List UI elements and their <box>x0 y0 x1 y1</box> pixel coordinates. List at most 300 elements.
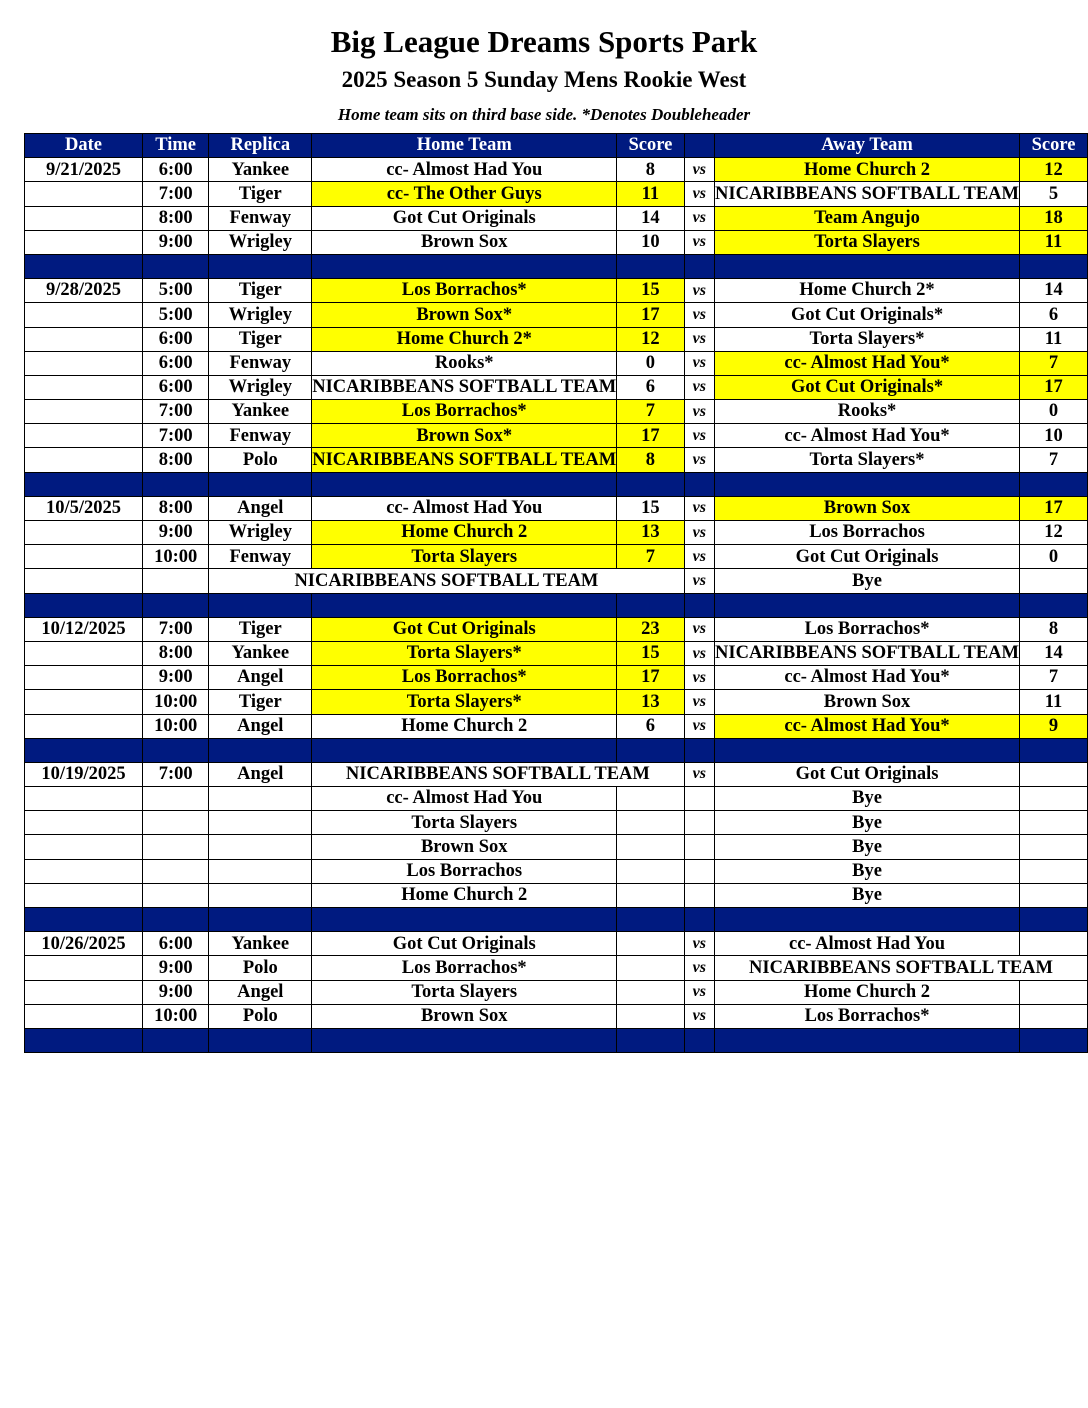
table-row <box>25 351 1088 375</box>
table-row <box>25 666 1088 690</box>
table-row <box>25 424 1088 448</box>
replica-cell: Yankee <box>209 400 312 424</box>
vs-cell <box>684 883 715 907</box>
home-score-cell: 17 <box>617 424 684 448</box>
table-row <box>25 956 1088 980</box>
replica-cell: Fenway <box>209 206 312 230</box>
separator-cell <box>617 472 684 496</box>
time-cell: 7:00 <box>142 617 208 641</box>
home-team-cell: Got Cut Originals <box>312 932 617 956</box>
away-score-cell: 11 <box>1020 690 1088 714</box>
table-row <box>25 641 1088 665</box>
away-team-cell: Brown Sox <box>715 496 1020 520</box>
away-team-cell: cc- Almost Had You* <box>715 714 1020 738</box>
home-team-cell: Torta Slayers <box>312 811 617 835</box>
vs-cell: vs <box>684 158 715 182</box>
table-row <box>25 158 1088 182</box>
home-score-cell <box>617 883 684 907</box>
schedule-table <box>24 133 1088 1053</box>
date-cell: 10/19/2025 <box>25 762 143 786</box>
home-team-cell: Got Cut Originals <box>312 206 617 230</box>
home-team-cell: Los Borrachos <box>312 859 617 883</box>
separator-cell <box>684 1028 715 1052</box>
vs-cell: vs <box>684 956 715 980</box>
away-score-cell: 10 <box>1020 424 1088 448</box>
away-score-cell <box>1020 835 1088 859</box>
separator-cell <box>209 738 312 762</box>
date-cell <box>25 980 143 1004</box>
time-cell: 9:00 <box>142 230 208 254</box>
table-row <box>25 1004 1088 1028</box>
home-score-cell: 7 <box>617 545 684 569</box>
vs-cell: vs <box>684 424 715 448</box>
header-cell: Score <box>1020 134 1088 158</box>
home-team-cell: cc- Almost Had You <box>312 787 617 811</box>
date-cell: 9/21/2025 <box>25 158 143 182</box>
away-team-cell: Bye <box>715 811 1020 835</box>
separator-cell <box>312 254 617 278</box>
replica-cell <box>209 859 312 883</box>
separator-cell <box>715 738 1020 762</box>
away-team-cell: cc- Almost Had You* <box>715 666 1020 690</box>
table-row <box>25 690 1088 714</box>
time-cell: 9:00 <box>142 980 208 1004</box>
away-team-cell: Bye <box>715 835 1020 859</box>
home-score-cell: 15 <box>617 641 684 665</box>
time-cell: 10:00 <box>142 714 208 738</box>
replica-cell: Polo <box>209 1004 312 1028</box>
separator-cell <box>1020 1028 1088 1052</box>
vs-cell: vs <box>684 351 715 375</box>
vs-cell <box>684 859 715 883</box>
vs-cell <box>684 787 715 811</box>
replica-cell: Wrigley <box>209 375 312 399</box>
home-score-cell: 17 <box>617 303 684 327</box>
date-cell: 10/12/2025 <box>25 617 143 641</box>
time-cell: 7:00 <box>142 182 208 206</box>
home-team-cell: Torta Slayers <box>312 545 617 569</box>
separator-cell <box>1020 472 1088 496</box>
table-row <box>25 206 1088 230</box>
header-cell: Time <box>142 134 208 158</box>
home-team-cell: cc- Almost Had You <box>312 158 617 182</box>
away-score-cell: 12 <box>1020 158 1088 182</box>
vs-cell: vs <box>684 762 715 786</box>
replica-cell: Angel <box>209 666 312 690</box>
date-cell <box>25 835 143 859</box>
separator-cell <box>25 472 143 496</box>
separator-cell <box>209 908 312 932</box>
date-cell <box>25 859 143 883</box>
home-score-cell: 14 <box>617 206 684 230</box>
vs-cell: vs <box>684 617 715 641</box>
date-cell <box>25 230 143 254</box>
home-team-cell: Torta Slayers* <box>312 690 617 714</box>
separator-cell <box>25 908 143 932</box>
away-score-cell: 0 <box>1020 400 1088 424</box>
away-score-cell: 18 <box>1020 206 1088 230</box>
home-score-cell: 7 <box>617 400 684 424</box>
time-cell: 9:00 <box>142 956 208 980</box>
away-team-cell: Got Cut Originals* <box>715 375 1020 399</box>
date-cell <box>25 545 143 569</box>
date-cell <box>25 206 143 230</box>
away-team-cell: NICARIBBEANS SOFTBALL TEAM <box>715 956 1088 980</box>
separator-cell <box>312 472 617 496</box>
away-score-cell: 17 <box>1020 496 1088 520</box>
separator-cell <box>312 593 617 617</box>
separator-cell <box>1020 593 1088 617</box>
table-row <box>25 303 1088 327</box>
separator-cell <box>209 1028 312 1052</box>
date-cell <box>25 883 143 907</box>
home-team-cell: Brown Sox <box>312 230 617 254</box>
separator-cell <box>684 593 715 617</box>
separator-cell <box>684 472 715 496</box>
time-cell: 10:00 <box>142 1004 208 1028</box>
away-score-cell <box>1020 883 1088 907</box>
replica-cell: Angel <box>209 762 312 786</box>
home-team-cell: Home Church 2* <box>312 327 617 351</box>
time-cell: 9:00 <box>142 666 208 690</box>
date-cell <box>25 569 143 593</box>
separator-cell <box>209 472 312 496</box>
away-score-cell: 0 <box>1020 545 1088 569</box>
replica-cell: Angel <box>209 496 312 520</box>
vs-cell: vs <box>684 375 715 399</box>
date-cell <box>25 690 143 714</box>
home-team-cell: NICARIBBEANS SOFTBALL TEAM <box>312 762 684 786</box>
table-row <box>25 496 1088 520</box>
vs-cell <box>684 811 715 835</box>
separator-cell <box>715 254 1020 278</box>
home-team-cell: Torta Slayers <box>312 980 617 1004</box>
home-score-cell: 8 <box>617 448 684 472</box>
vs-cell: vs <box>684 400 715 424</box>
replica-cell: Fenway <box>209 351 312 375</box>
home-score-cell <box>617 932 684 956</box>
away-score-cell: 7 <box>1020 351 1088 375</box>
vs-cell: vs <box>684 1004 715 1028</box>
table-row <box>25 787 1088 811</box>
away-score-cell: 14 <box>1020 641 1088 665</box>
vs-cell: vs <box>684 666 715 690</box>
time-cell <box>142 859 208 883</box>
away-score-cell: 7 <box>1020 666 1088 690</box>
separator-cell <box>715 593 1020 617</box>
home-score-cell <box>617 811 684 835</box>
date-cell <box>25 811 143 835</box>
vs-cell: vs <box>684 569 715 593</box>
away-score-cell: 17 <box>1020 375 1088 399</box>
home-team-cell: Home Church 2 <box>312 521 617 545</box>
time-cell: 7:00 <box>142 424 208 448</box>
away-team-cell: Got Cut Originals* <box>715 303 1020 327</box>
table-row <box>25 569 1088 593</box>
home-score-cell: 6 <box>617 714 684 738</box>
vs-cell: vs <box>684 303 715 327</box>
replica-cell <box>209 835 312 859</box>
table-row <box>25 182 1088 206</box>
vs-cell: vs <box>684 182 715 206</box>
header-cell: Away Team <box>715 134 1020 158</box>
home-team-cell: Home Church 2 <box>312 714 617 738</box>
replica-cell: Tiger <box>209 327 312 351</box>
time-cell: 8:00 <box>142 641 208 665</box>
away-team-cell: cc- Almost Had You* <box>715 424 1020 448</box>
away-score-cell <box>1020 811 1088 835</box>
date-cell <box>25 1004 143 1028</box>
table-row <box>25 448 1088 472</box>
away-score-cell <box>1020 787 1088 811</box>
header-cell <box>684 134 715 158</box>
table-row <box>25 714 1088 738</box>
date-cell <box>25 787 143 811</box>
away-score-cell: 11 <box>1020 230 1088 254</box>
table-row <box>25 279 1088 303</box>
table-row <box>25 400 1088 424</box>
table-row <box>25 835 1088 859</box>
separator-cell <box>209 593 312 617</box>
home-score-cell: 15 <box>617 496 684 520</box>
replica-cell: Fenway <box>209 424 312 448</box>
separator-cell <box>617 1028 684 1052</box>
time-cell: 6:00 <box>142 351 208 375</box>
vs-cell: vs <box>684 496 715 520</box>
replica-cell: Tiger <box>209 617 312 641</box>
home-team-cell: Brown Sox <box>312 835 617 859</box>
table-row <box>25 521 1088 545</box>
away-score-cell: 11 <box>1020 327 1088 351</box>
away-team-cell: Brown Sox <box>715 690 1020 714</box>
home-score-cell: 13 <box>617 690 684 714</box>
home-score-cell <box>617 1004 684 1028</box>
replica-cell: Yankee <box>209 641 312 665</box>
away-score-cell <box>1020 1004 1088 1028</box>
date-cell: 10/5/2025 <box>25 496 143 520</box>
away-team-cell: Team Angujo <box>715 206 1020 230</box>
home-team-cell: Los Borrachos* <box>312 956 617 980</box>
home-score-cell: 12 <box>617 327 684 351</box>
home-score-cell: 13 <box>617 521 684 545</box>
date-cell <box>25 303 143 327</box>
home-score-cell: 8 <box>617 158 684 182</box>
vs-cell: vs <box>684 279 715 303</box>
separator-cell <box>142 1028 208 1052</box>
home-score-cell: 23 <box>617 617 684 641</box>
away-score-cell <box>1020 932 1088 956</box>
replica-cell: Tiger <box>209 690 312 714</box>
replica-cell: Polo <box>209 448 312 472</box>
away-score-cell: 7 <box>1020 448 1088 472</box>
header-cell: Replica <box>209 134 312 158</box>
week-separator-row <box>25 908 1088 932</box>
replica-cell: Wrigley <box>209 303 312 327</box>
vs-cell: vs <box>684 327 715 351</box>
home-team-cell: cc- The Other Guys <box>312 182 617 206</box>
home-team-cell: Torta Slayers* <box>312 641 617 665</box>
replica-cell: Angel <box>209 714 312 738</box>
away-team-cell: Home Church 2 <box>715 158 1020 182</box>
replica-cell: Yankee <box>209 158 312 182</box>
time-cell: 6:00 <box>142 327 208 351</box>
home-score-cell <box>617 859 684 883</box>
date-cell <box>25 714 143 738</box>
replica-cell <box>209 883 312 907</box>
header-cell: Home Team <box>312 134 617 158</box>
date-cell <box>25 182 143 206</box>
away-team-cell: Home Church 2 <box>715 980 1020 1004</box>
replica-cell: Angel <box>209 980 312 1004</box>
separator-cell <box>1020 254 1088 278</box>
home-score-cell <box>617 835 684 859</box>
away-team-cell: Los Borrachos* <box>715 617 1020 641</box>
separator-cell <box>1020 738 1088 762</box>
away-score-cell <box>1020 569 1088 593</box>
table-row <box>25 327 1088 351</box>
away-score-cell <box>1020 980 1088 1004</box>
home-score-cell: 17 <box>617 666 684 690</box>
date-cell <box>25 375 143 399</box>
separator-cell <box>312 1028 617 1052</box>
replica-cell: Yankee <box>209 932 312 956</box>
time-cell <box>142 883 208 907</box>
replica-cell: Fenway <box>209 545 312 569</box>
home-team-cell: Los Borrachos* <box>312 400 617 424</box>
home-team-cell: Brown Sox* <box>312 303 617 327</box>
away-team-cell: Bye <box>715 787 1020 811</box>
replica-cell: Tiger <box>209 279 312 303</box>
home-score-cell: 11 <box>617 182 684 206</box>
away-team-cell: Los Borrachos* <box>715 1004 1020 1028</box>
separator-cell <box>684 908 715 932</box>
table-row <box>25 980 1088 1004</box>
home-score-cell <box>617 980 684 1004</box>
replica-cell <box>209 811 312 835</box>
date-cell <box>25 448 143 472</box>
vs-cell: vs <box>684 448 715 472</box>
time-cell: 8:00 <box>142 496 208 520</box>
date-cell <box>25 521 143 545</box>
separator-cell <box>209 254 312 278</box>
vs-cell: vs <box>684 714 715 738</box>
away-team-cell: Bye <box>715 569 1020 593</box>
replica-cell <box>209 787 312 811</box>
date-cell <box>25 956 143 980</box>
table-row <box>25 375 1088 399</box>
away-team-cell: Home Church 2* <box>715 279 1020 303</box>
time-cell <box>142 811 208 835</box>
vs-cell: vs <box>684 521 715 545</box>
away-score-cell: 14 <box>1020 279 1088 303</box>
away-score-cell: 6 <box>1020 303 1088 327</box>
table-row <box>25 811 1088 835</box>
away-team-cell: Torta Slayers* <box>715 327 1020 351</box>
separator-cell <box>617 908 684 932</box>
table-row <box>25 617 1088 641</box>
time-cell: 10:00 <box>142 690 208 714</box>
table-row <box>25 932 1088 956</box>
away-team-cell: NICARIBBEANS SOFTBALL TEAM <box>715 641 1020 665</box>
time-cell <box>142 787 208 811</box>
away-team-cell: NICARIBBEANS SOFTBALL TEAM <box>715 182 1020 206</box>
away-team-cell: Bye <box>715 859 1020 883</box>
separator-cell <box>142 908 208 932</box>
vs-cell: vs <box>684 206 715 230</box>
time-cell: 7:00 <box>142 400 208 424</box>
away-team-cell: cc- Almost Had You* <box>715 351 1020 375</box>
week-separator-row <box>25 593 1088 617</box>
page-subtitle: 2025 Season 5 Sunday Mens Rookie West <box>341 67 747 92</box>
away-team-cell: Rooks* <box>715 400 1020 424</box>
time-cell: 9:00 <box>142 521 208 545</box>
replica-cell: Polo <box>209 956 312 980</box>
home-team-cell: Los Borrachos* <box>312 279 617 303</box>
time-cell: 5:00 <box>142 279 208 303</box>
separator-cell <box>25 738 143 762</box>
page-title: Big League Dreams Sports Park <box>330 24 758 59</box>
table-header-row <box>25 134 1088 158</box>
table-row <box>25 859 1088 883</box>
away-team-cell: Bye <box>715 883 1020 907</box>
away-team-cell: Torta Slayers <box>715 230 1020 254</box>
time-cell: 7:00 <box>142 762 208 786</box>
week-separator-row <box>25 472 1088 496</box>
separator-cell <box>25 1028 143 1052</box>
date-cell <box>25 351 143 375</box>
table-row <box>25 545 1088 569</box>
separator-cell <box>684 254 715 278</box>
vs-cell: vs <box>684 641 715 665</box>
week-separator-row <box>25 254 1088 278</box>
separator-cell <box>1020 908 1088 932</box>
replica-cell: Tiger <box>209 182 312 206</box>
table-row <box>25 883 1088 907</box>
header-cell: Date <box>25 134 143 158</box>
separator-cell <box>142 593 208 617</box>
vs-cell <box>684 835 715 859</box>
date-cell <box>25 424 143 448</box>
header-cell: Score <box>617 134 684 158</box>
vs-cell: vs <box>684 690 715 714</box>
home-score-cell: 0 <box>617 351 684 375</box>
date-cell <box>25 641 143 665</box>
separator-cell <box>617 593 684 617</box>
home-score-cell: 6 <box>617 375 684 399</box>
separator-cell <box>25 254 143 278</box>
time-cell <box>142 569 208 593</box>
away-score-cell: 8 <box>1020 617 1088 641</box>
table-row <box>25 762 1088 786</box>
separator-cell <box>617 738 684 762</box>
home-score-cell: 10 <box>617 230 684 254</box>
replica-cell: Wrigley <box>209 230 312 254</box>
vs-cell: vs <box>684 932 715 956</box>
time-cell <box>142 835 208 859</box>
separator-cell <box>25 593 143 617</box>
bye-team-cell: NICARIBBEANS SOFTBALL TEAM <box>209 569 684 593</box>
away-team-cell: Got Cut Originals <box>715 762 1020 786</box>
home-team-cell: Los Borrachos* <box>312 666 617 690</box>
away-score-cell: 12 <box>1020 521 1088 545</box>
home-team-cell: NICARIBBEANS SOFTBALL TEAM <box>312 375 617 399</box>
home-team-cell: Home Church 2 <box>312 883 617 907</box>
table-row <box>25 230 1088 254</box>
home-team-cell: Brown Sox <box>312 1004 617 1028</box>
vs-cell: vs <box>684 980 715 1004</box>
separator-cell <box>142 472 208 496</box>
separator-cell <box>312 908 617 932</box>
